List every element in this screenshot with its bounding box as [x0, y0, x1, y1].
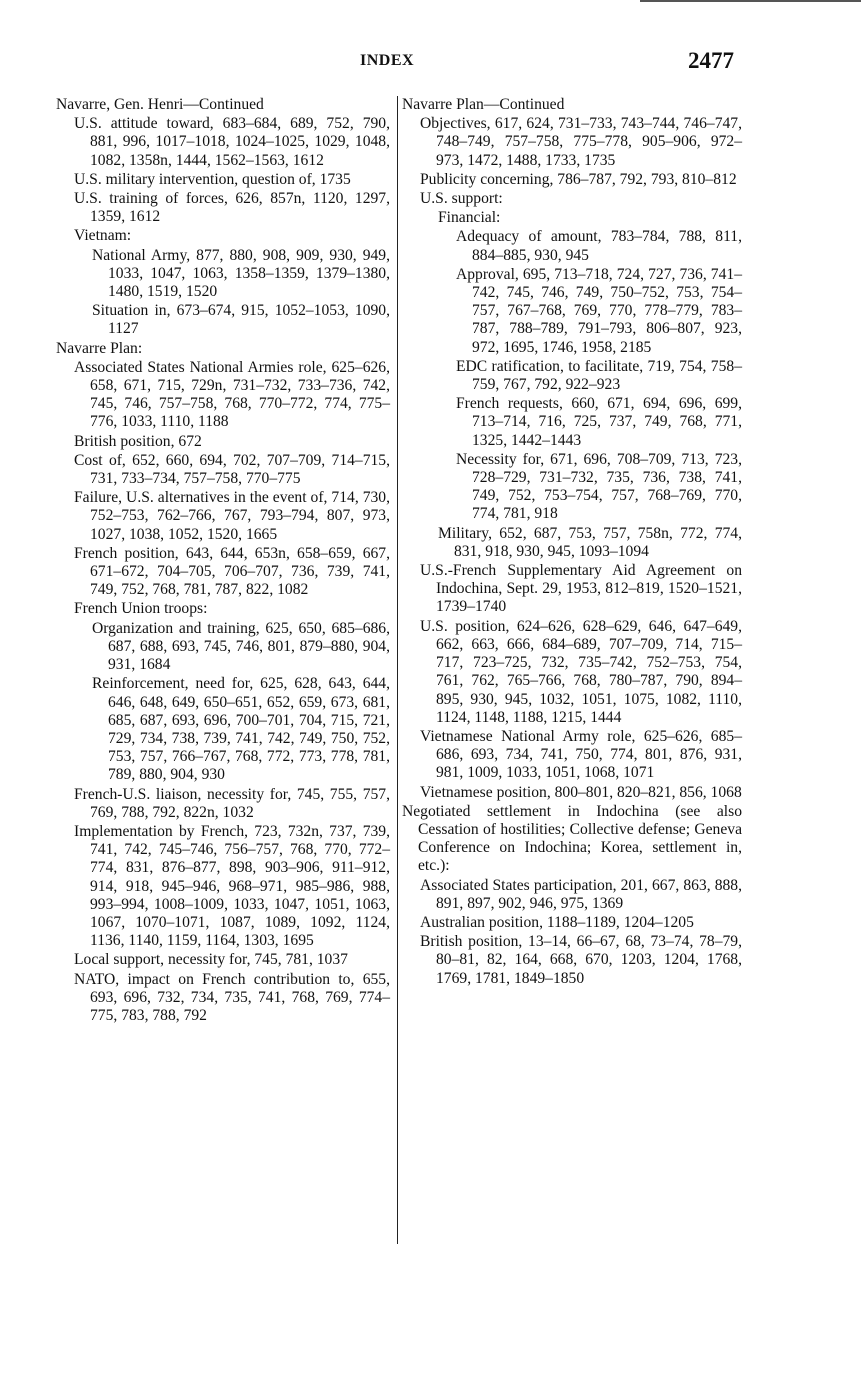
column-divider	[397, 96, 398, 1244]
index-entry: Implementation by French, 723, 732n, 737, 739, 741, 742, 745–746, 756–757, 768, 770, 772–774, 831, 876–877, 898, 903–906, 911–912, 914, 918, 945–946, 968–971, 985–986, 988, 993–994, 1008–1009, 1033, 1047, 1051, 1063, 1067, 1070–1071, 1087, 1089, 1092, 1124, 1136, 1140, 1159, 1164, 1303, 1695	[74, 822, 390, 950]
index-entry: EDC ratification, to facilitate, 719, 754, 758–759, 767, 792, 922–923	[456, 357, 742, 394]
index-entry: Navarre, Gen. Henri—Continued	[56, 96, 264, 113]
index-entry: U.S. military intervention, question of, 1735	[74, 170, 351, 188]
index-entry: Adequacy of amount, 783–784, 788, 811, 884–885, 930, 945	[456, 228, 742, 264]
top-edge-line	[640, 0, 861, 2]
index-entry: Associated States participation, 201, 667, 863, 888, 891, 897, 902, 946, 975, 1369	[420, 876, 742, 912]
index-entry: Approval, 695, 713–718, 724, 727, 736, 741–742, 745, 746, 749, 750–752, 753, 754–757, 767–768, 769, 770, 778–779, 783–787, 788–789, 791–793, 806–807, 923, 972, 1695, 1746, 1958, 2185	[456, 265, 742, 356]
right-index-column	[402, 96, 742, 989]
index-entry: Negotiated settlement in Indochina (see also Cessation of hostilities; Collective defense; Geneva Conference on Indochina; Korea, settlement in, etc.):	[402, 802, 742, 875]
page-header-title: INDEX	[360, 52, 415, 69]
index-entry: Australian position, 1188–1189, 1204–1205	[420, 913, 694, 931]
index-entry: Military, 652, 687, 753, 757, 758n, 772, 774, 831, 918, 930, 945, 1093–1094	[438, 524, 742, 560]
index-entry: Vietnam:	[74, 227, 132, 245]
index-entry: Navarre Plan:	[56, 339, 143, 357]
page-number: 2477	[688, 48, 734, 73]
left-index-column	[56, 96, 390, 1026]
index-entry: U.S. training of forces, 626, 857n, 1120, 1297, 1359, 1612	[74, 190, 390, 226]
index-entry: Publicity concerning, 786–787, 792, 793, 810–812	[420, 170, 737, 188]
index-entry: French requests, 660, 671, 694, 696, 699, 713–714, 716, 725, 737, 749, 768, 771, 1325, 1442–1443	[456, 395, 742, 449]
index-entry: U.S.-French Supplementary Aid Agreement on Indochina, Sept. 29, 1953, 812–819, 1520–1521, 1739–1740	[420, 562, 742, 616]
index-entry: U.S. position, 624–626, 628–629, 646, 647–649, 662, 663, 666, 684–689, 707–709, 714, 715–717, 723–725, 732, 735–742, 752–753, 754, 761, 762, 765–766, 768, 780–787, 790, 894–895, 930, 945, 1032, 1051, 1075, 1082, 1110, 1124, 1148, 1188, 1215, 1444	[420, 617, 742, 726]
index-entry: Local support, necessity for, 745, 781, 1037	[74, 951, 348, 969]
index-entry: French Union troops:	[74, 600, 208, 618]
index-entry: Organization and training, 625, 650, 685–686, 687, 688, 693, 745, 746, 801, 879–880, 904, 931, 1684	[92, 619, 390, 674]
index-entry: Situation in, 673–674, 915, 1052–1053, 1090, 1127	[92, 302, 390, 338]
index-entry: Navarre Plan—Continued	[402, 96, 565, 113]
index-entry: Necessity for, 671, 696, 708–709, 713, 723, 728–729, 731–732, 735, 736, 738, 741, 749, 752, 753–754, 757, 768–769, 770, 774, 781, 918	[456, 450, 742, 523]
index-entry: National Army, 877, 880, 908, 909, 930, 949, 1033, 1047, 1063, 1358–1359, 1379–1380, 1480, 1519, 1520	[92, 246, 390, 301]
index-entry: British position, 13–14, 66–67, 68, 73–74, 78–79, 80–81, 82, 164, 668, 670, 1203, 1204, 1768, 1769, 1781, 1849–1850	[420, 933, 742, 987]
index-entry: U.S. support:	[420, 190, 503, 208]
index-entry: Associated States National Armies role, 625–626, 658, 671, 715, 729n, 731–732, 733–736, 742, 745, 746, 757–758, 768, 770–772, 774, 775–776, 1033, 1110, 1188	[74, 358, 390, 431]
index-entry: Vietnamese National Army role, 625–626, 685–686, 693, 734, 741, 750, 774, 801, 876, 931, 981, 1009, 1033, 1051, 1068, 1071	[420, 727, 742, 782]
index-entry: Cost of, 652, 660, 694, 702, 707–709, 714–715, 731, 733–734, 757–758, 770–775	[74, 451, 390, 488]
index-entry: French-U.S. liaison, necessity for, 745, 755, 757, 769, 788, 792, 822n, 1032	[74, 785, 390, 821]
index-entry: Financial:	[438, 209, 501, 227]
index-entry: Vietnamese position, 800–801, 820–821, 856, 1068	[420, 783, 742, 801]
index-entry: NATO, impact on French contribution to, 655, 693, 696, 732, 734, 735, 741, 768, 769, 774–775, 783, 788, 792	[74, 970, 390, 1024]
index-entry: British position, 672	[74, 432, 202, 450]
index-entry: Objectives, 617, 624, 731–733, 743–744, 746–747, 748–749, 757–758, 775–778, 905–906, 972–973, 1472, 1488, 1733, 1735	[420, 115, 742, 169]
index-entry: Failure, U.S. alternatives in the event of, 714, 730, 752–753, 762–766, 767, 793–794, 807, 973, 1027, 1038, 1052, 1520, 1665	[74, 489, 390, 543]
index-entry: French position, 643, 644, 653n, 658–659, 667, 671–672, 704–705, 706–707, 736, 739, 741, 749, 752, 768, 781, 787, 822, 1082	[74, 544, 390, 599]
index-entry: U.S. attitude toward, 683–684, 689, 752, 790, 881, 996, 1017–1018, 1024–1025, 1029, 1048, 1082, 1358n, 1444, 1562–1563, 1612	[74, 115, 390, 169]
index-entry: Reinforcement, need for, 625, 628, 643, 644, 646, 648, 649, 650–651, 652, 659, 673, 681, 685, 687, 693, 696, 700–701, 704, 715, 721, 729, 734, 738, 739, 741, 742, 749, 750, 752, 753, 757, 766–767, 768, 772, 773, 778, 781, 789, 880, 904, 930	[92, 675, 390, 784]
